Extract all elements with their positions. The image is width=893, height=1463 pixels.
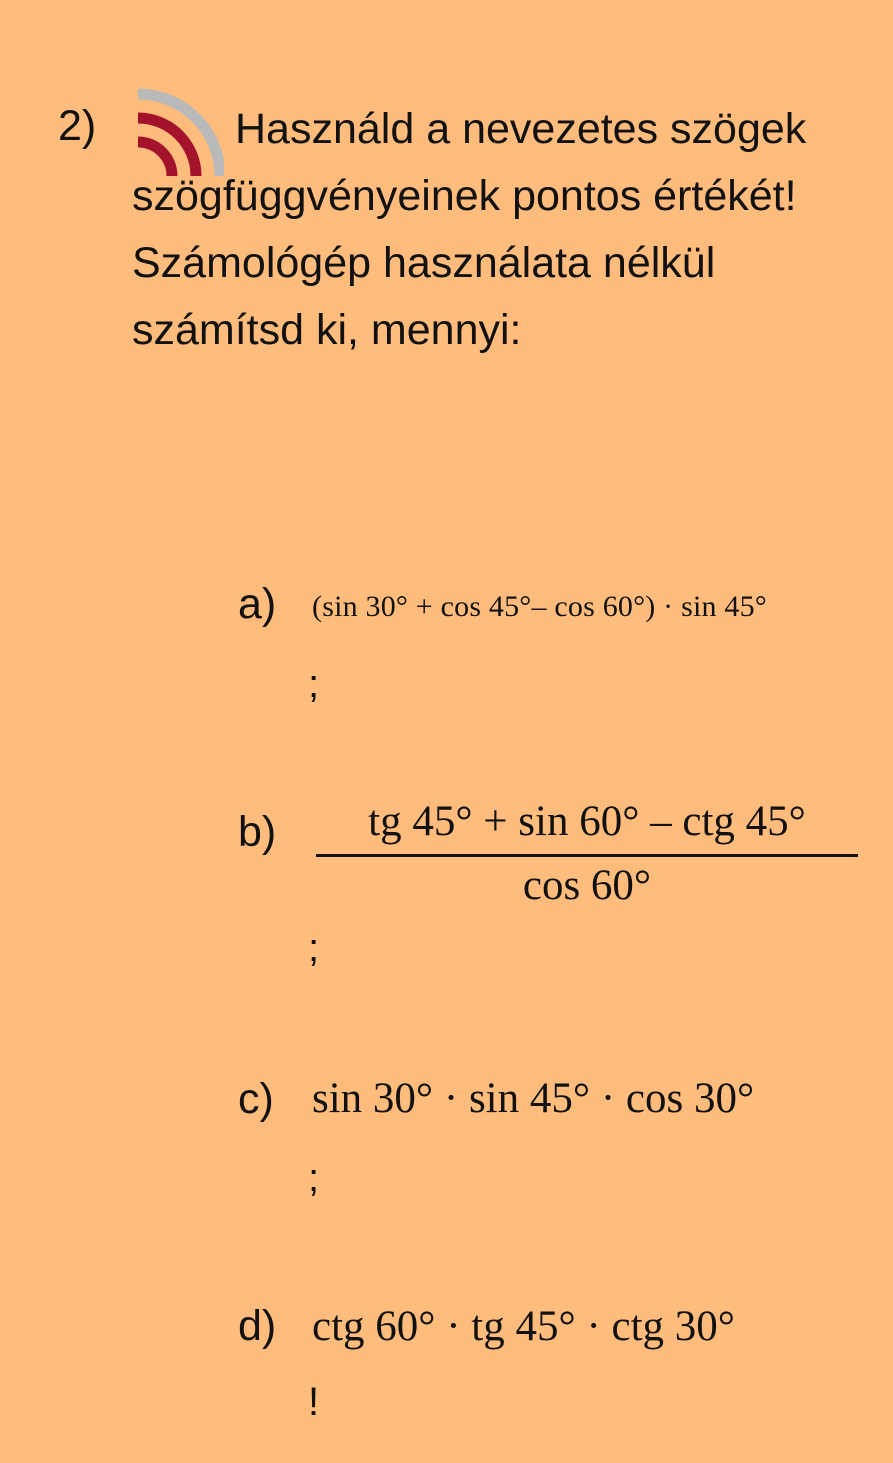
item-a-expression: (sin 30° + cos 45°– cos 60°) · sin 45° (312, 590, 767, 623)
item-b-denominator: cos 60° (522, 862, 652, 909)
item-a-semicolon: ; (308, 662, 320, 706)
item-a-letter: a) (238, 580, 277, 628)
item-c-letter: c) (238, 1075, 274, 1123)
item-d-expression: ctg 60° · tg 45° · ctg 30° (312, 1303, 735, 1350)
item-d-exclamation: ! (308, 1380, 320, 1424)
problem-number: 2) (58, 102, 97, 150)
item-c-expression: sin 30° · sin 45° · cos 30° (312, 1075, 755, 1122)
fraction-bar (316, 854, 858, 857)
item-c-semicolon: ; (308, 1156, 320, 1200)
item-b-semicolon: ; (308, 926, 320, 970)
item-b-numerator: tg 45° + sin 60° – ctg 45° (368, 798, 806, 845)
problem-instructions: Használd a nevezetes szögek szögfüggvényeinek pontos értékét! Számológép használata nélkül számítsd ki, mennyi: (132, 105, 807, 354)
item-d-letter: d) (238, 1302, 277, 1350)
item-b-letter: b) (238, 808, 277, 856)
item-b-fraction (316, 796, 858, 911)
